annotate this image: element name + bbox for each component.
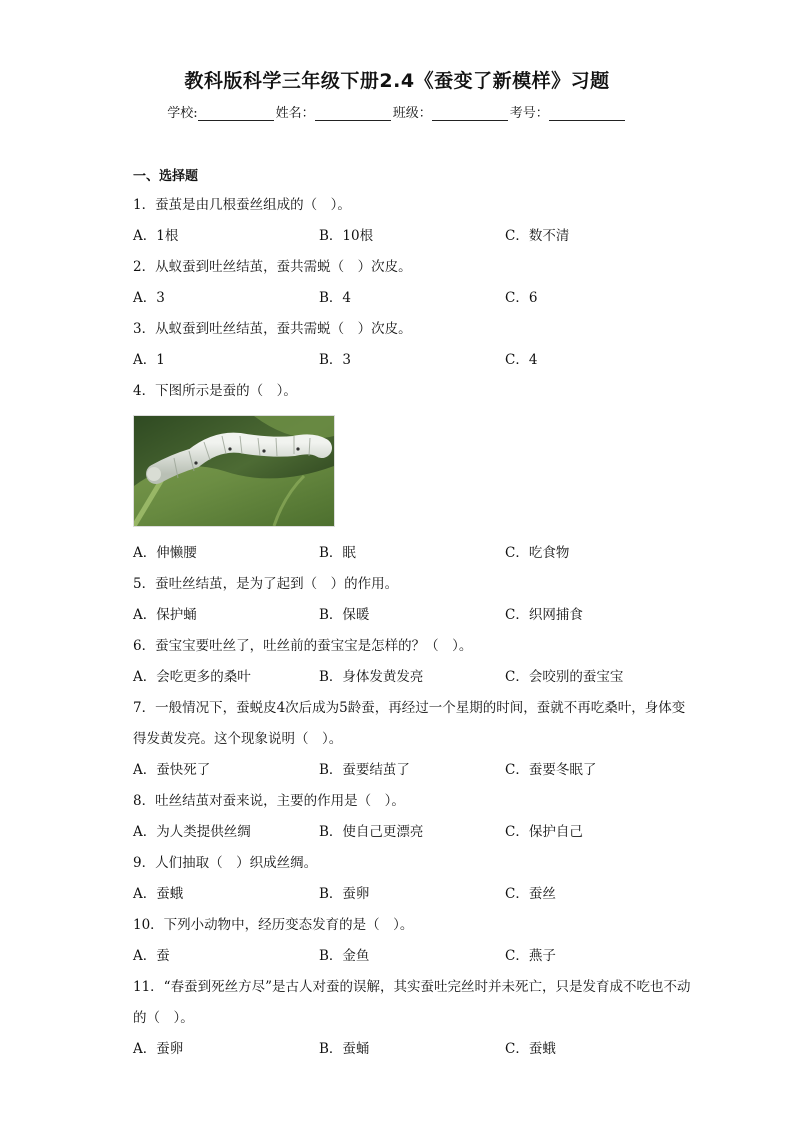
- option-c[interactable]: C．蚕要冬眠了: [505, 762, 597, 778]
- question-list: [133, 190, 693, 1065]
- options-row: [133, 941, 693, 972]
- page-title: 教科版科学三年级下册2.4《蚕变了新模样》习题: [184, 70, 610, 92]
- question-stem: 8．吐丝结茧对蚕来说，主要的作用是（ ）。: [133, 793, 405, 809]
- option-c[interactable]: C．吃食物: [505, 545, 570, 561]
- option-c[interactable]: C．蚕丝: [505, 886, 556, 902]
- name-field: 姓名：: [276, 102, 393, 121]
- options-row: [133, 221, 693, 252]
- question-stem: 4．下图所示是蚕的（ ）。: [133, 383, 297, 399]
- question-stem: 1．蚕茧是由几根蚕丝组成的（ ）。: [133, 197, 351, 213]
- question-5: [133, 569, 693, 631]
- option-c[interactable]: C．数不清: [505, 228, 570, 244]
- option-c[interactable]: C．织网捕食: [505, 607, 583, 623]
- option-a[interactable]: A．伸懒腰: [133, 545, 197, 561]
- question-stem: 5．蚕吐丝结茧，是为了起到（ ）的作用。: [133, 576, 399, 592]
- option-a[interactable]: A．蚕卵: [133, 1041, 184, 1057]
- question-7: [133, 693, 693, 786]
- option-b[interactable]: B．3: [319, 352, 352, 368]
- question-4: [133, 376, 693, 569]
- option-b[interactable]: B．保暖: [319, 607, 370, 623]
- option-b[interactable]: B．10根: [319, 228, 374, 244]
- section-title: 一、选择题: [133, 169, 199, 184]
- question-8: [133, 786, 693, 848]
- option-a[interactable]: A．1: [133, 352, 165, 368]
- option-b[interactable]: B．4: [319, 290, 352, 306]
- option-c[interactable]: C．蚕蛾: [505, 1041, 556, 1057]
- question-3: [133, 314, 693, 376]
- question-stem: 7．一般情况下，蚕蜕皮4次后成为5龄蚕，再经过一个星期的时间，蚕就不再吃桑叶，身体变得发黄发亮。这个现象说明（ ）。: [133, 700, 686, 747]
- options-row: [133, 600, 693, 631]
- school-blank[interactable]: [198, 106, 274, 121]
- option-a[interactable]: A．蚕快死了: [133, 762, 211, 778]
- exam-number-field: 考号：: [510, 102, 627, 121]
- option-c[interactable]: C．保护自己: [505, 824, 583, 840]
- option-b[interactable]: B．蚕要结茧了: [319, 762, 410, 778]
- option-a[interactable]: A．3: [133, 290, 165, 306]
- school-field: 学校:: [167, 102, 275, 121]
- class-field: 班级：: [393, 102, 510, 121]
- question-stem: 6．蚕宝宝要吐丝了，吐丝前的蚕宝宝是怎样的？（ ）。: [133, 638, 473, 654]
- question-stem: 3．从蚁蚕到吐丝结茧，蚕共需蜕（ ）次皮。: [133, 321, 412, 337]
- options-row: [133, 817, 693, 848]
- option-b[interactable]: B．蚕蛹: [319, 1041, 370, 1057]
- option-c[interactable]: C．6: [505, 290, 538, 306]
- question-10: [133, 910, 693, 972]
- option-b[interactable]: B．使自己更漂亮: [319, 824, 424, 840]
- question-stem: 10．下列小动物中，经历变态发育的是（ ）。: [133, 917, 414, 933]
- silkworm-photo: [133, 415, 335, 527]
- question-1: [133, 190, 693, 252]
- name-blank[interactable]: [315, 106, 391, 121]
- options-row: [133, 283, 693, 314]
- question-2: [133, 252, 693, 314]
- options-row: [133, 755, 693, 786]
- question-11: [133, 972, 693, 1065]
- option-c[interactable]: C．会咬别的蚕宝宝: [505, 669, 624, 685]
- class-blank[interactable]: [432, 106, 508, 121]
- options-row: [133, 1034, 693, 1065]
- option-a[interactable]: A．蚕蛾: [133, 886, 184, 902]
- options-row: [133, 662, 693, 693]
- option-a[interactable]: A．保护蛹: [133, 607, 197, 623]
- option-b[interactable]: B．蚕卵: [319, 886, 370, 902]
- option-c[interactable]: C．燕子: [505, 948, 556, 964]
- option-b[interactable]: B．金鱼: [319, 948, 370, 964]
- option-b[interactable]: B．身体发黄发亮: [319, 669, 424, 685]
- options-row: [133, 879, 693, 910]
- question-stem: 11．“春蚕到死丝方尽”是古人对蚕的误解，其实蚕吐完丝时并未死亡，只是发育成不吃也不动的（ ）。: [133, 979, 691, 1026]
- option-b[interactable]: B．眠: [319, 545, 356, 561]
- options-row: [133, 538, 693, 569]
- student-info-line: [0, 102, 794, 121]
- question-stem: 9．人们抽取（ ）织成丝绸。: [133, 855, 318, 871]
- option-a[interactable]: A．1根: [133, 228, 179, 244]
- question-stem: 2．从蚁蚕到吐丝结茧，蚕共需蜕（ ）次皮。: [133, 259, 412, 275]
- exam-number-blank[interactable]: [549, 106, 625, 121]
- options-row: [133, 345, 693, 376]
- option-a[interactable]: A．会吃更多的桑叶: [133, 669, 251, 685]
- question-6: [133, 631, 693, 693]
- option-a[interactable]: A．蚕: [133, 948, 170, 964]
- option-c[interactable]: C．4: [505, 352, 538, 368]
- option-a[interactable]: A．为人类提供丝绸: [133, 824, 251, 840]
- question-9: [133, 848, 693, 910]
